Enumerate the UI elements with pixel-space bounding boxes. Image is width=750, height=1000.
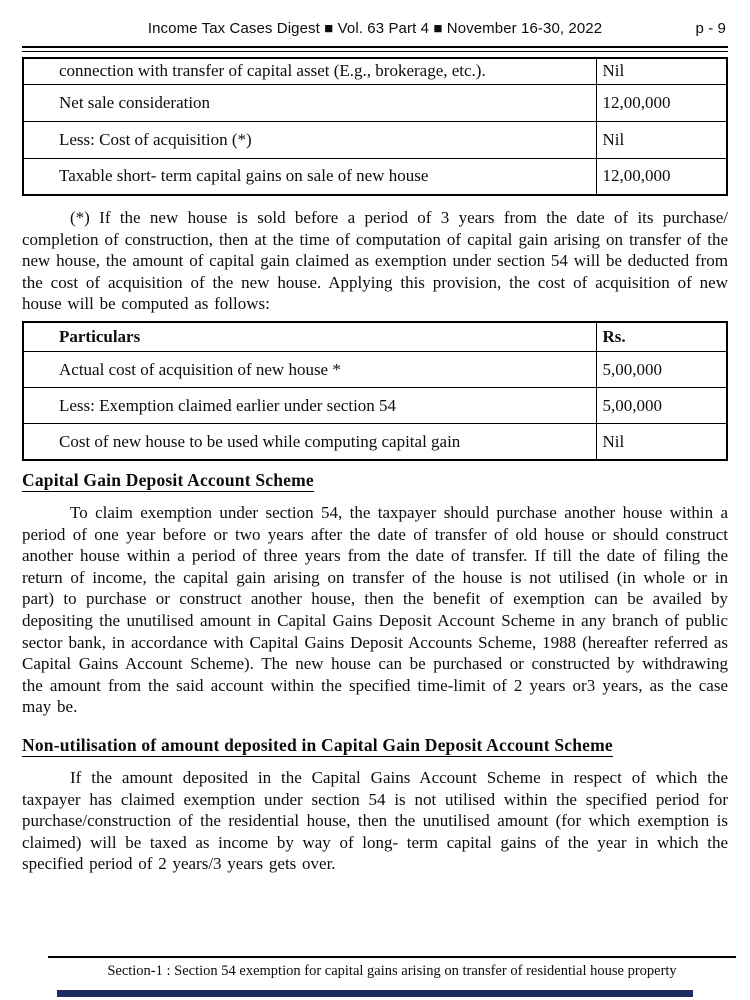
table-cell-particulars: connection with transfer of capital asset (E.g., brokerage, etc.). <box>23 58 596 84</box>
table-cell-particulars: Net sale consideration <box>23 84 596 121</box>
table-cell-amount: 12,00,000 <box>596 84 727 121</box>
page-footer <box>48 956 736 980</box>
table-row <box>23 352 727 388</box>
footnote-paragraph: (*) If the new house is sold before a period of 3 years from the date of its purchase/ completion of construction, then at the time of computation of capital gain arising on transfer of the new house, the amount of capital gain claimed as exemption under section 54 will be deducted from the cost of acquisition of the new house. Applying this provision, the cost of acquisition of new house will be computed as follows: <box>22 208 728 314</box>
table-cell-amount: 12,00,000 <box>596 158 727 195</box>
table-header-amount: Rs. <box>596 322 727 352</box>
table-row <box>23 158 727 195</box>
page-number: p - 9 <box>695 20 726 37</box>
section-body-non-utilisation: If the amount deposited in the Capital Gains Account Scheme in respect of which the taxpayer has claimed exemption under section 54 is not utilised within the specified period for purchase/construction of the residential house, then the unutilised amount (for which exemption is claimed) will be taxed as income by way of long- term capital gains of the year in which the specified period of 2 years/3 years gets over. <box>22 767 728 874</box>
table-cell-amount: 5,00,000 <box>596 352 727 388</box>
section-body-capital-gain-deposit: To claim exemption under section 54, the taxpayer should purchase another house within a period of one year before or two years after the date of transfer of old house or should construct another house within a period of three years from the date of transfer. If till the date of filing the return of income, the capital gain arising on transfer of the house is not utilised (in whole or in part) to purchase or construct another house, then the benefit of exemption can be availed by depositing the unutilised amount in Capital Gains Deposit Account Scheme in any branch of public sector bank, in accordance with Capital Gains Deposit Accounts Scheme, 1988 (hereafter referred as Capital Gains Account Scheme). The new house can be purchased or constructed by withdrawing the amount from the said account within the specified time-limit of 2 years or3 years, as the case may be. <box>22 502 728 717</box>
cost-of-acquisition-table <box>22 321 728 461</box>
page-bottom-bar <box>57 990 693 997</box>
table-header-particulars: Particulars <box>23 322 596 352</box>
table-row <box>23 121 727 158</box>
section-heading-text: Non-utilisation of amount deposited in Capital Gain Deposit Account Scheme <box>22 734 613 755</box>
table-cell-particulars: Less: Exemption claimed earlier under section 54 <box>23 388 596 424</box>
table-cell-amount: 5,00,000 <box>596 388 727 424</box>
section-heading-text: Capital Gain Deposit Account Scheme <box>22 469 314 490</box>
table-cell-amount: Nil <box>596 424 727 460</box>
page-header <box>22 20 728 44</box>
table-cell-particulars: Taxable short- term capital gains on sale of new house <box>23 158 596 195</box>
table-cell-particulars: Less: Cost of acquisition (*) <box>23 121 596 158</box>
table-row <box>23 84 727 121</box>
table-row <box>23 58 727 84</box>
table-cell-particulars: Cost of new house to be used while computing capital gain <box>23 424 596 460</box>
table-row <box>23 424 727 460</box>
table-header-row <box>23 322 727 352</box>
table-cell-amount: Nil <box>596 121 727 158</box>
section-heading-non-utilisation <box>22 735 728 756</box>
header-rule <box>22 46 728 52</box>
footer-text: Section-1 : Section 54 exemption for capital gains arising on transfer of residential house property <box>107 963 677 979</box>
capital-gains-computation-table <box>22 57 728 196</box>
header-title: Income Tax Cases Digest ■ Vol. 63 Part 4 ■ November 16-30, 2022 <box>147 20 603 37</box>
table-cell-amount: Nil <box>596 58 727 84</box>
table-row <box>23 388 727 424</box>
section-heading-capital-gain-deposit <box>22 470 728 491</box>
table-cell-particulars: Actual cost of acquisition of new house * <box>23 352 596 388</box>
